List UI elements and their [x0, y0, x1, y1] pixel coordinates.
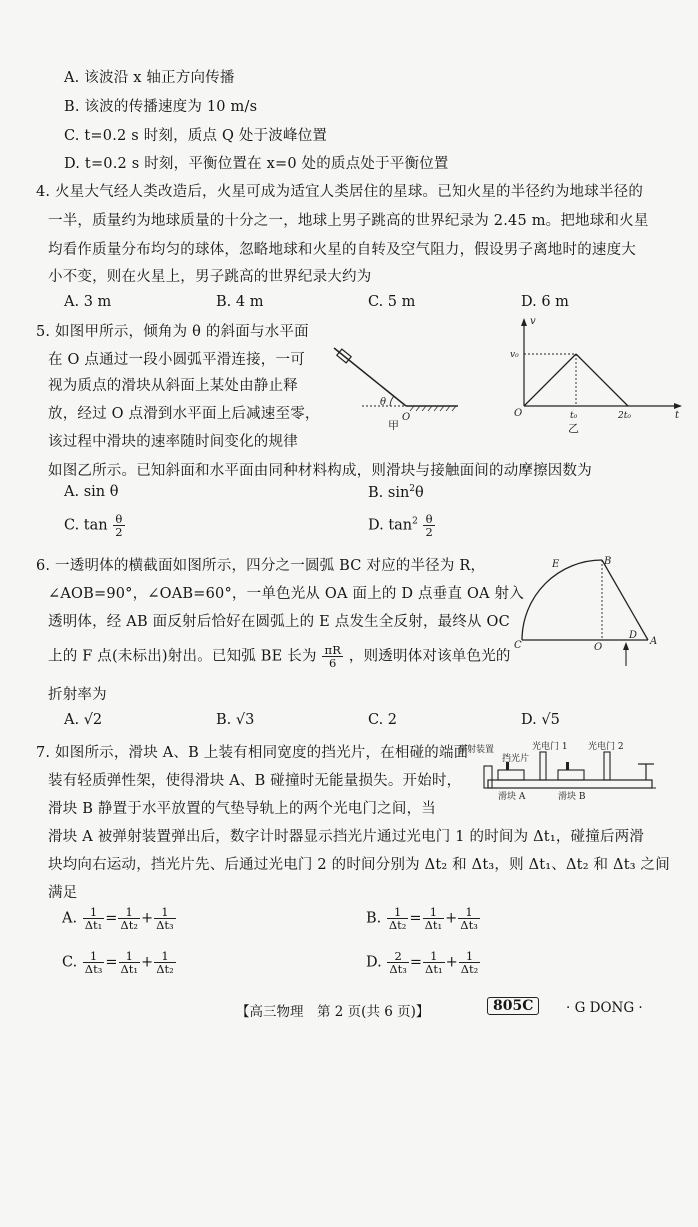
- fig-yi-caption: 乙: [568, 422, 579, 435]
- q6-line-3: 透明体，经 AB 面反射后恰好在圆弧上的 E 点发生全反射，最终从 OC: [48, 614, 510, 630]
- point-c-label: C: [514, 640, 522, 651]
- vt-graph-figure: [510, 312, 690, 438]
- arc-bc: [522, 560, 602, 640]
- air-track: [488, 780, 652, 788]
- point-a-label: A: [650, 636, 658, 647]
- incline-figure: [328, 340, 468, 430]
- q6-line-2: ∠AOB=90°，∠OAB=60°，一单色光从 OA 面上的 D 点垂直 OA 射入: [48, 586, 524, 602]
- 2t0-label: 2t₀: [618, 411, 631, 421]
- q4-line-4: 小不变，则在火星上，男子跳高的世界纪录大约为: [48, 269, 372, 285]
- q4-line-3: 均看作质量分布均匀的球体，忽略地球和火星的自转及空气阻力，假设男子离地时的速度大: [48, 242, 636, 258]
- q7-line-6: 满足: [48, 885, 78, 901]
- q5-line-4: 放，经过 O 点滑到水平面上后减速至零，: [48, 406, 320, 422]
- air-track-figure: [458, 738, 668, 804]
- q6-option-c: C. 2: [368, 712, 398, 728]
- v0-label: v₀: [510, 350, 519, 360]
- v-axis-label: v: [530, 316, 536, 327]
- q4-line-2: 一半，质量约为地球质量的十分之一，地球上男子跳高的世界纪录为 2.45 m。把地球和火星: [48, 213, 649, 229]
- block-b: [558, 770, 584, 780]
- t-axis-label: t: [675, 410, 680, 421]
- decel-segment: [576, 354, 628, 406]
- q7-line-5: 块均向右运动，挡光片先、后通过光电门 2 的时间分别为 Δt₂ 和 Δt₃，则 Δt₁、Δt₂ 和 Δt₃ 之间: [48, 857, 670, 873]
- q5-option-c: C. tan $\frac{\theta}{2}$: [64, 512, 123, 539]
- origin-label: O: [514, 408, 523, 419]
- q4-line-1: 4. 火星大气经人类改造后，火星可成为适宜人类居住的星球。已知火星的半径约为地球半径的: [36, 184, 644, 200]
- point-d-label: D: [629, 630, 638, 641]
- q4-option-b: B. 4 m: [216, 294, 264, 310]
- q5-line-6: 如图乙所示。已知斜面和水平面由同种材料构成，则滑块与接触面间的动摩擦因数为: [48, 463, 592, 479]
- photogate-2: [604, 752, 610, 780]
- shield-label: 挡光片: [502, 754, 530, 764]
- q5-option-b: B. $\sin^2\theta$: [368, 484, 424, 501]
- q6-option-b: B. √3: [216, 712, 255, 728]
- block-b-label: 滑块 B: [558, 792, 586, 802]
- q4-option-c: C. 5 m: [368, 294, 416, 310]
- q6-line-1: 6. 一透明体的横截面如图所示，四分之一圆弧 BC 对应的半径为 R，: [36, 558, 486, 574]
- q5-option-a: A. sin θ: [64, 484, 119, 500]
- q5-option-d: D. $\tan^2$ $\frac{\theta}{2}$: [368, 512, 433, 539]
- q3-option-d: D. t=0.2 s 时刻，平衡位置在 x=0 处的质点处于平衡位置: [64, 156, 449, 172]
- q7-option-d: D. $\frac{2}{\text{Δt₃}}$ = $\frac{1}{\text{Δt₁}}$ + $\frac{1}{\text{Δt₂}}$: [366, 949, 479, 976]
- point-e-label: E: [552, 559, 560, 570]
- page-footer-title: 【高三物理 第 2 页(共 6 页)】: [236, 1004, 430, 1020]
- point-b-label: B: [604, 556, 612, 567]
- q7-line-1: 7. 如图所示，滑块 A、B 上装有相同宽度的挡光片，在相碰的端面: [36, 745, 469, 761]
- q3-option-b: B. 该波的传播速度为 10 m/s: [64, 99, 258, 115]
- photogate-1: [540, 752, 546, 780]
- q5-line-1: 5. 如图甲所示，倾角为 θ 的斜面与水平面: [36, 324, 309, 340]
- q5-line-2: 在 O 点通过一段小圆弧平滑连接，一可: [48, 352, 305, 368]
- q5-line-5: 该过程中滑块的速率随时间变化的规律: [48, 434, 298, 450]
- q7-line-4: 滑块 A 被弹射装置弹出后，数字计时器显示挡光片通过光电门 1 的时间为 Δt₁，碰撞后两滑: [48, 829, 645, 845]
- launcher-label: 弹射装置: [458, 745, 495, 755]
- q7-option-c: C. $\frac{1}{\text{Δt₃}}$ = $\frac{1}{\text{Δt₁}}$ + $\frac{1}{\text{Δt₂}}$: [62, 949, 174, 976]
- q7-option-a: A. $\frac{1}{\text{Δt₁}}$ = $\frac{1}{\text{Δt₂}}$ + $\frac{1}{\text{Δt₃}}$: [62, 905, 174, 932]
- q6-option-d: D. √5: [521, 712, 560, 728]
- block-a: [498, 770, 524, 780]
- accel-segment: [524, 354, 576, 406]
- transparent-body-figure: [512, 554, 684, 674]
- q6-option-a: A. √2: [64, 712, 103, 728]
- q4-option-d: D. 6 m: [521, 294, 569, 310]
- q7-option-b: B. $\frac{1}{\text{Δt₂}}$ = $\frac{1}{\text{Δt₁}}$ + $\frac{1}{\text{Δt₃}}$: [366, 905, 478, 932]
- q5-line-3: 视为质点的滑块从斜面上某处由静止释: [48, 378, 298, 394]
- q3-option-a: A. 该波沿 x 轴正方向传播: [64, 70, 235, 86]
- q7-line-3: 滑块 B 静置于水平放置的气垫导轨上的两个光电门之间，当: [48, 801, 436, 817]
- theta-label: θ: [380, 397, 387, 408]
- point-o-label: O: [594, 642, 603, 653]
- q6-line-5: 折射率为: [48, 687, 107, 703]
- fig-jia-caption: 甲: [388, 419, 399, 430]
- q6-line-4: 上的 F 点(未标出)射出。已知弧 BE 长为 $\frac{\pi R}{6}$ ，则透明体对该单色光的: [48, 643, 511, 670]
- q4-option-a: A. 3 m: [64, 294, 112, 310]
- gate1-label: 光电门 1: [532, 742, 568, 752]
- gate2-label: 光电门 2: [588, 742, 624, 752]
- region-label: · G DONG ·: [566, 1000, 643, 1016]
- incline-o-label: O: [402, 412, 411, 423]
- t0-label: t₀: [570, 411, 578, 421]
- q3-option-c: C. t=0.2 s 时刻，质点 Q 处于波峰位置: [64, 128, 328, 144]
- block-a-label: 滑块 A: [498, 792, 526, 802]
- exam-code-badge: 805C: [487, 997, 539, 1015]
- q7-line-2: 装有轻质弹性架，使得滑块 A、B 碰撞时无能量损失。开始时，: [48, 773, 462, 789]
